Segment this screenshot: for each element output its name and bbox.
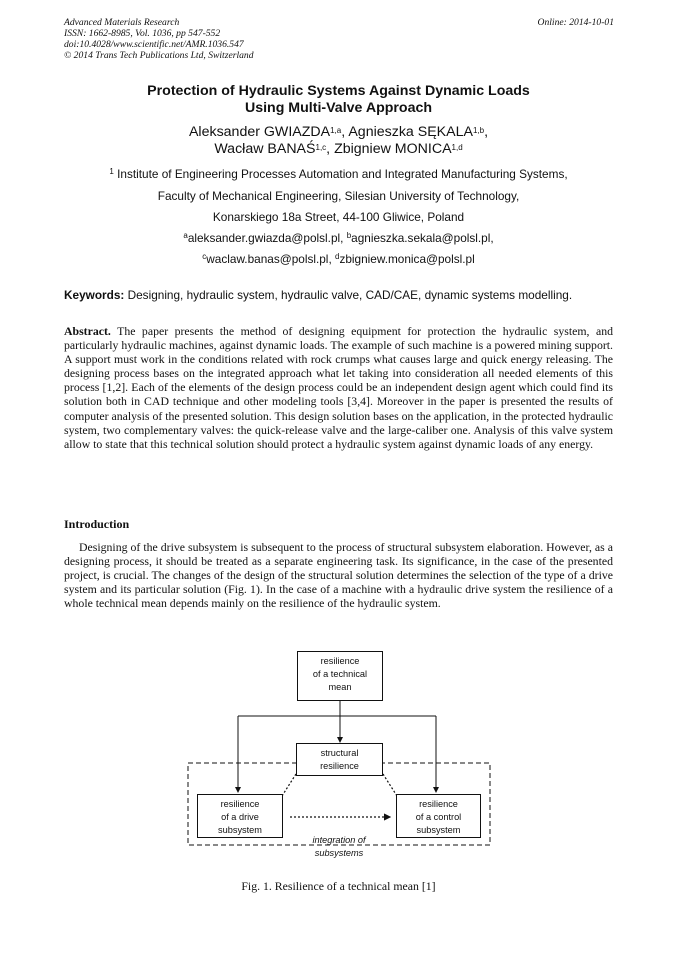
figure-caption: Fig. 1. Resilience of a technical mean [1] [241, 879, 436, 893]
section-heading-introduction: Introduction [64, 517, 130, 531]
introduction-text: Designing of the drive subsystem is subsequent to the process of structural subsystem elaboration. However, as a designing process, it should be treated as a separate engineering task. Its significance, in the case of the presented project, is crucial. The changes of the design of the structural solution determines the selection of the type of a drive system and its particular solution (Fig. 1). In the case of a machine with a hydraulic drive system the resilience of a whole technical mean depends mainly on the resilience of the hydraulic system. [64, 540, 613, 611]
integration-label: integration of subsystems [312, 835, 366, 858]
online-date: Online: 2014-10-01 [537, 17, 614, 28]
author-name: Agnieszka SĘKALA [348, 124, 473, 140]
copyright: © 2014 Trans Tech Publications Ltd, Switzerland [64, 50, 254, 61]
email-line-1: $^a$aleksander.gwiazda@polsl.pl, $^b$agnieszka.sekala@polsl.pl, [183, 231, 494, 245]
affiliation-line-3: Konarskiego 18a Street, 44-100 Gliwice, Poland [212, 210, 465, 224]
box-control-subsystem: resilience of a control subsystem [396, 794, 481, 838]
abstract-label: Abstract. [64, 324, 111, 338]
author-sup: 1,a [330, 126, 342, 135]
doi: doi:10.4028/www.scientific.net/AMR.1036.547 [64, 39, 244, 50]
link-structural-drive [282, 774, 296, 796]
box-technical-mean: resilience of a technical mean [297, 651, 383, 701]
author-sup: 1,c [315, 143, 327, 152]
author-list: Aleksander GWIAZDA$^{1,a}$, Agnieszka SĘKALA$^{1,b}$, Wacław BANAŚ$^{1,c}$, Zbigniew MONICA$^{1,d}$ [188, 124, 489, 157]
abstract-text: The paper presents the method of designing equipment for protection the hydraulic system, and particularly hydraulic machines, against dynamic loads. The example of such machine is a powered mining support. A support must work in the conditions related with rock crumps what causes large and quick energy releasing. The designing process bases on the integrated approach what let taking into consideration all needed elements of this process [1,2]. Each of the elements of the design process could be an independent design agent which could find its solution both in CAD technique and other modeling tools [3,4]. Moreover in the paper is presented the results of computer analysis of the presented solution. This design solution bases on the application, in the protected hydraulic system, two complementary valves: the quick-release valve and the large-caliber one. Analysis of this valve system allow to state that this technical solution should protect a hydraulic system against dynamic loads of any energy. [64, 324, 613, 451]
author-sup: 1,b [472, 126, 485, 135]
title-line-1: Protection of Hydraulic Systems Against Dynamic Loads [147, 83, 530, 99]
email-link[interactable]: waclaw.banas@polsl.pl [206, 252, 329, 266]
author-name: Zbigniew MONICA [334, 141, 452, 157]
email-link[interactable]: zbigniew.monica@polsl.pl [339, 252, 475, 266]
author-sup: 1,d [451, 143, 463, 152]
title-line-2: Using Multi-Valve Approach [244, 100, 433, 116]
email-link[interactable]: agnieszka.sekala@polsl.pl [351, 231, 491, 245]
email-line-2: $^c$waclaw.banas@polsl.pl, $^d$zbigniew.monica@polsl.pl [202, 252, 475, 266]
email-link[interactable]: aleksander.gwiazda@polsl.pl [187, 231, 341, 245]
author-name: Aleksander GWIAZDA [188, 124, 331, 140]
issn: ISSN: 1662-8985, Vol. 1036, pp 547-552 [64, 28, 221, 39]
keywords-label: Keywords: [64, 288, 125, 302]
box-structural-resilience: structural resilience [296, 743, 383, 776]
author-name: Wacław BANAŚ [214, 141, 316, 157]
affiliation-line-2: Faculty of Mechanical Engineering, Silesian University of Technology, [157, 189, 520, 203]
affiliation-line-1: $^1$ Institute of Engineering Processes Automation and Integrated Manufacturing Systems, [109, 167, 568, 181]
keywords-text: Designing, hydraulic system, hydraulic valve, CAD/CAE, dynamic systems modelling. [127, 288, 573, 302]
journal-name: Advanced Materials Research [64, 17, 180, 28]
box-drive-subsystem: resilience of a drive subsystem [197, 794, 283, 838]
link-structural-control [383, 774, 397, 796]
